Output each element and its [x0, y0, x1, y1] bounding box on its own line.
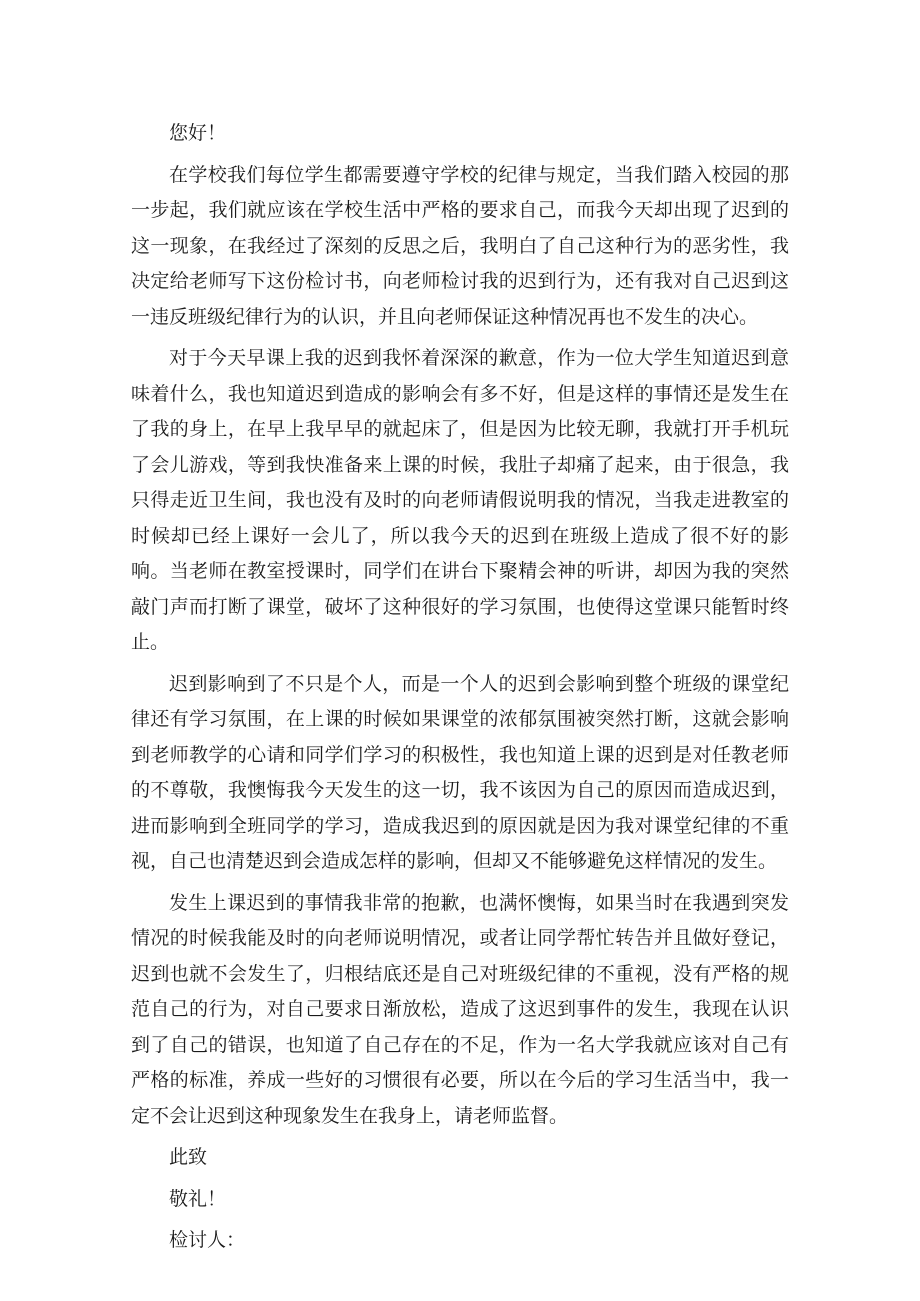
greeting: 您好！: [169, 122, 227, 144]
letter-body: [131, 116, 789, 1265]
paragraph-4: 发生上课迟到的事情我非常的抱歉，也满怀懊悔，如果当时在我遇到突发情况的时候我能及时的向老师说明情况，或者让同学帮忙转告并且做好登记，迟到也就不会发生了，归根结底还是自己对班级纪律的不重视，没有严格的规范自己的行为，对自己要求日渐放松，造成了这迟到事件的发生，我现在认识到了自己的错误，也知道了自己存在的不足，作为一名大学我就应该对自己有严格的标准，养成一些好的习惯很有必要，所以在今后的学习生活当中，我一定不会让迟到这种现象发生在我身上，请老师监督。: [131, 891, 789, 1127]
closing-salutation: 此致: [169, 1146, 208, 1168]
paragraph-2: 对于今天早课上我的迟到我怀着深深的歉意，作为一位大学生知道迟到意味着什么，我也知道迟到造成的影响会有多不好，但是这样的事情还是发生在了我的身上，在早上我早早的就起床了，但是因为比较无聊，我就打开手机玩了会儿游戏，等到我快准备来上课的时候，我肚子却痛了起来，由于很急，我只得走近卫生间，我也没有及时的向老师请假说明我的情况，当我走进教室的时候却已经上课好一会儿了，所以我今天的迟到在班级上造成了很不好的影响。当老师在教室授课时，同学们在讲台下聚精会神的听讲，却因为我的突然敲门声而打断了课堂，破坏了这种很好的学习氛围，也使得这堂课只能暂时终止。: [131, 347, 789, 653]
paragraph-3: 迟到影响到了不只是个人，而是一个人的迟到会影响到整个班级的课堂纪律还有学习氛围，在上课的时候如果课堂的浓郁氛围被突然打断，这就会影响到老师教学的心请和同学们学习的积极性，我也知道上课的迟到是对任教老师的不尊敬，我懊悔我今天发生的这一切，我不该因为自己的原因而造成迟到，进而影响到全班同学的学习，造成我迟到的原因就是因为我对课堂纪律的不重视，自己也清楚迟到会造成怎样的影响，但却又不能够避免这样情况的发生。: [131, 672, 789, 872]
signature-label: 检讨人：: [169, 1229, 246, 1251]
closing-respect: 敬礼！: [169, 1187, 227, 1210]
paragraph-1: 在学校我们每位学生都需要遵守学校的纪律与规定，当我们踏入校园的那一步起，我们就应该在学校生活中严格的要求自己，而我今天却出现了迟到的这一现象，在我经过了深刻的反思之后，我明白了自己这种行为的恶劣性，我决定给老师写下这份检讨书，向老师检讨我的迟到行为，还有我对自己迟到这一违反班级纪律行为的认识，并且向老师保证这种情况再也不发生的决心。: [131, 163, 789, 328]
